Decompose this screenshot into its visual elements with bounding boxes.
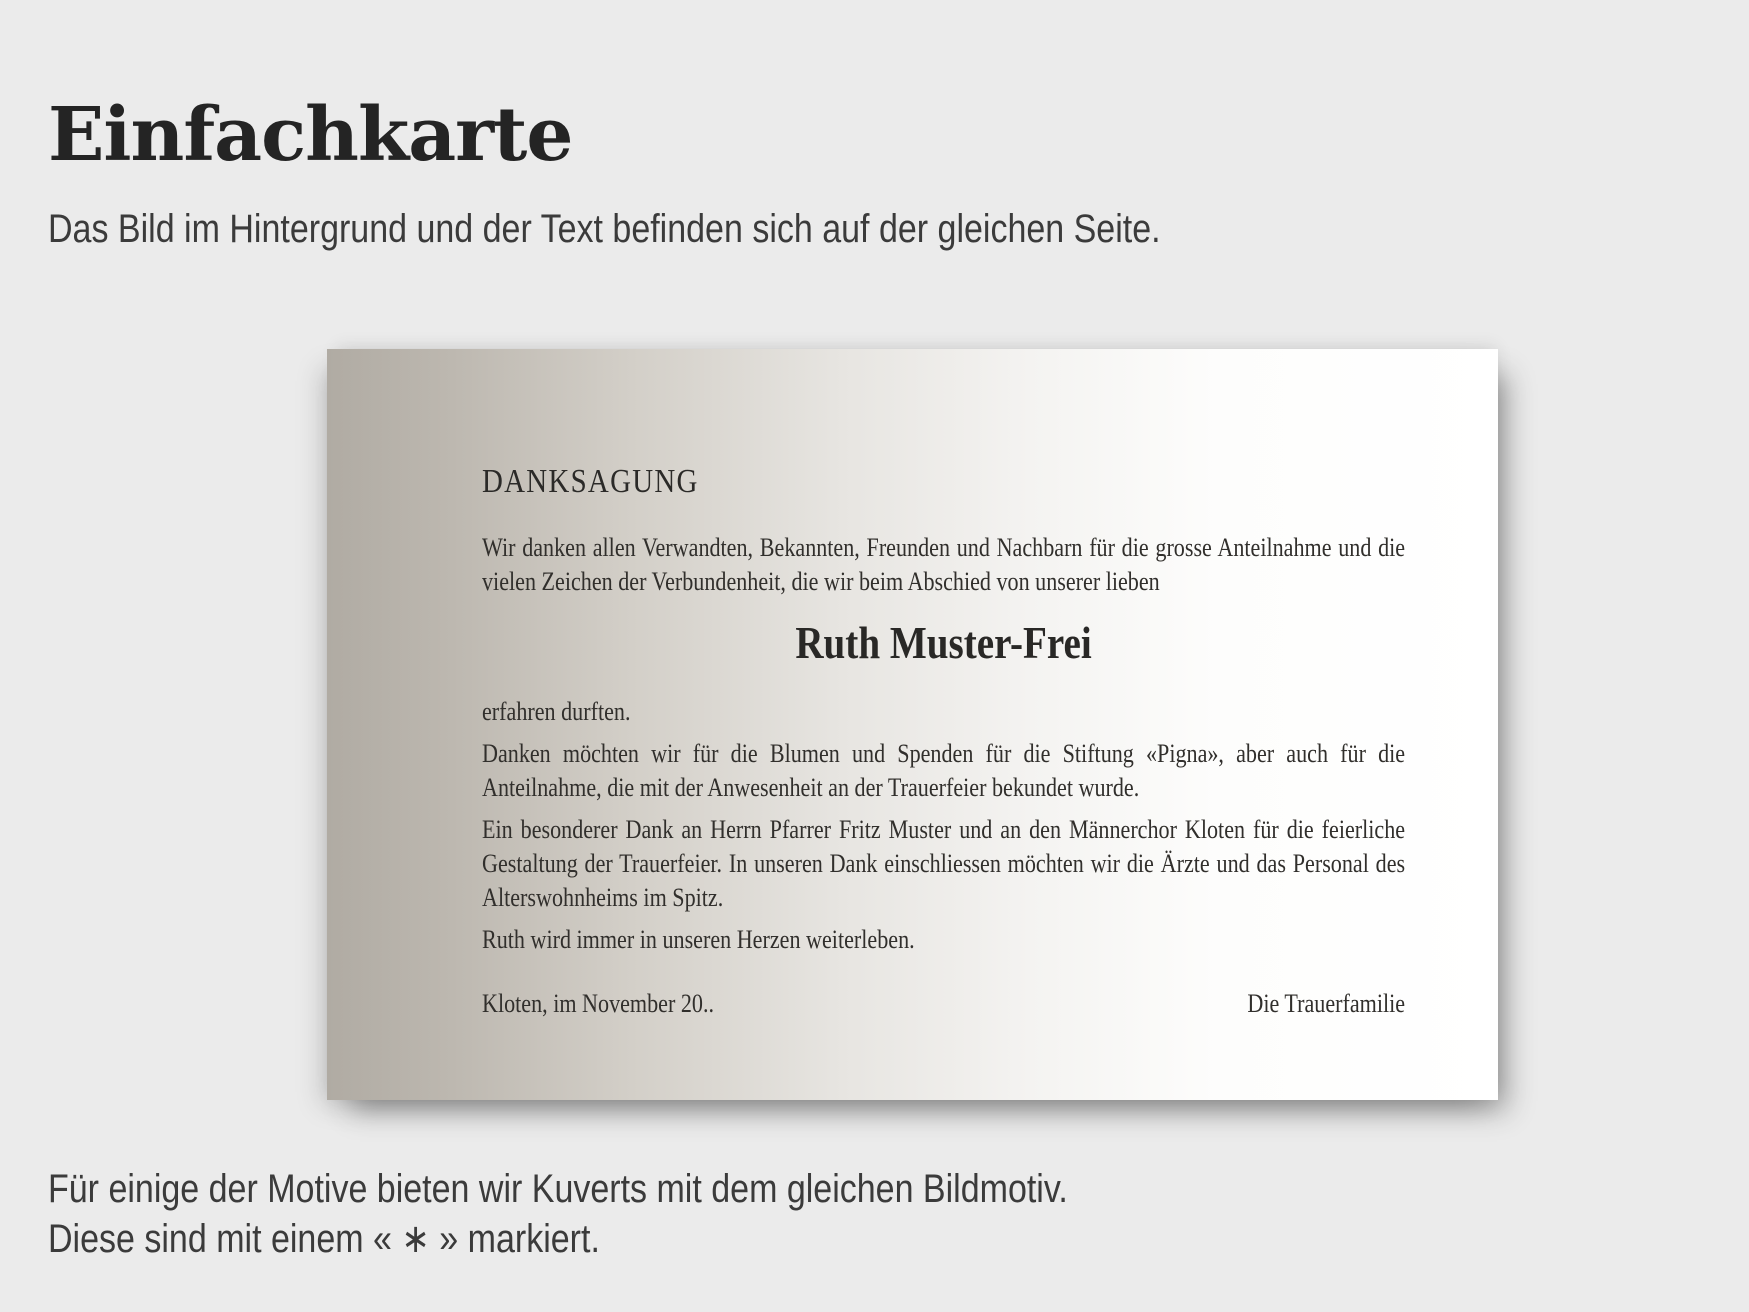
- page-footer-line-1: Für einige der Motive bieten wir Kuverts mit dem gleichen Bildmotiv.: [48, 1167, 1068, 1211]
- deceased-name: Ruth Muster-Frei: [795, 617, 1092, 668]
- memorial-card-preview: [327, 349, 1498, 1100]
- card-paragraph: Danken möchten wir für die Blumen und Spenden für die Stiftung «Pigna», aber auch für die Anteilnahme, die mit der Anwesenheit an der Trauerfeier bekundet wurde.: [482, 739, 1406, 802]
- card-heading: DANKSAGUNG: [482, 463, 699, 500]
- card-paragraph: Ein besonderer Dank an Herrn Pfarrer Fritz Muster und an den Männerchor Kloten für die feierliche Gestaltung der Trauerfeier. In unseren Dank einschliessen möchten wir die Ärzte und das Personal des Alterswohnheims im Spitz.: [482, 815, 1406, 912]
- card-paragraph: Ruth wird immer in unseren Herzen weiterleben.: [482, 925, 915, 954]
- page-footer-line-2: Diese sind mit einem « ∗ » markiert.: [48, 1217, 600, 1261]
- page-title: Einfachkarte: [48, 91, 573, 178]
- card-intro-paragraph: Wir danken allen Verwandten, Bekannten, Freunden und Nachbarn für die grosse Anteilnahme und die vielen Zeichen der Verbundenheit, die wir beim Abschied von unserer lieben: [482, 533, 1406, 596]
- page-subtitle: Das Bild im Hintergrund und der Text befinden sich auf der gleichen Seite.: [48, 207, 1161, 251]
- card-signature: Die Trauerfamilie: [1247, 989, 1406, 1018]
- page-footer-note: [48, 1164, 1068, 1264]
- card-footer-row: [482, 987, 1405, 1021]
- card-after-name-line: erfahren durften.: [482, 697, 631, 726]
- card-place-date: Kloten, im November 20..: [482, 989, 715, 1018]
- memorial-card-content: [482, 349, 1405, 1021]
